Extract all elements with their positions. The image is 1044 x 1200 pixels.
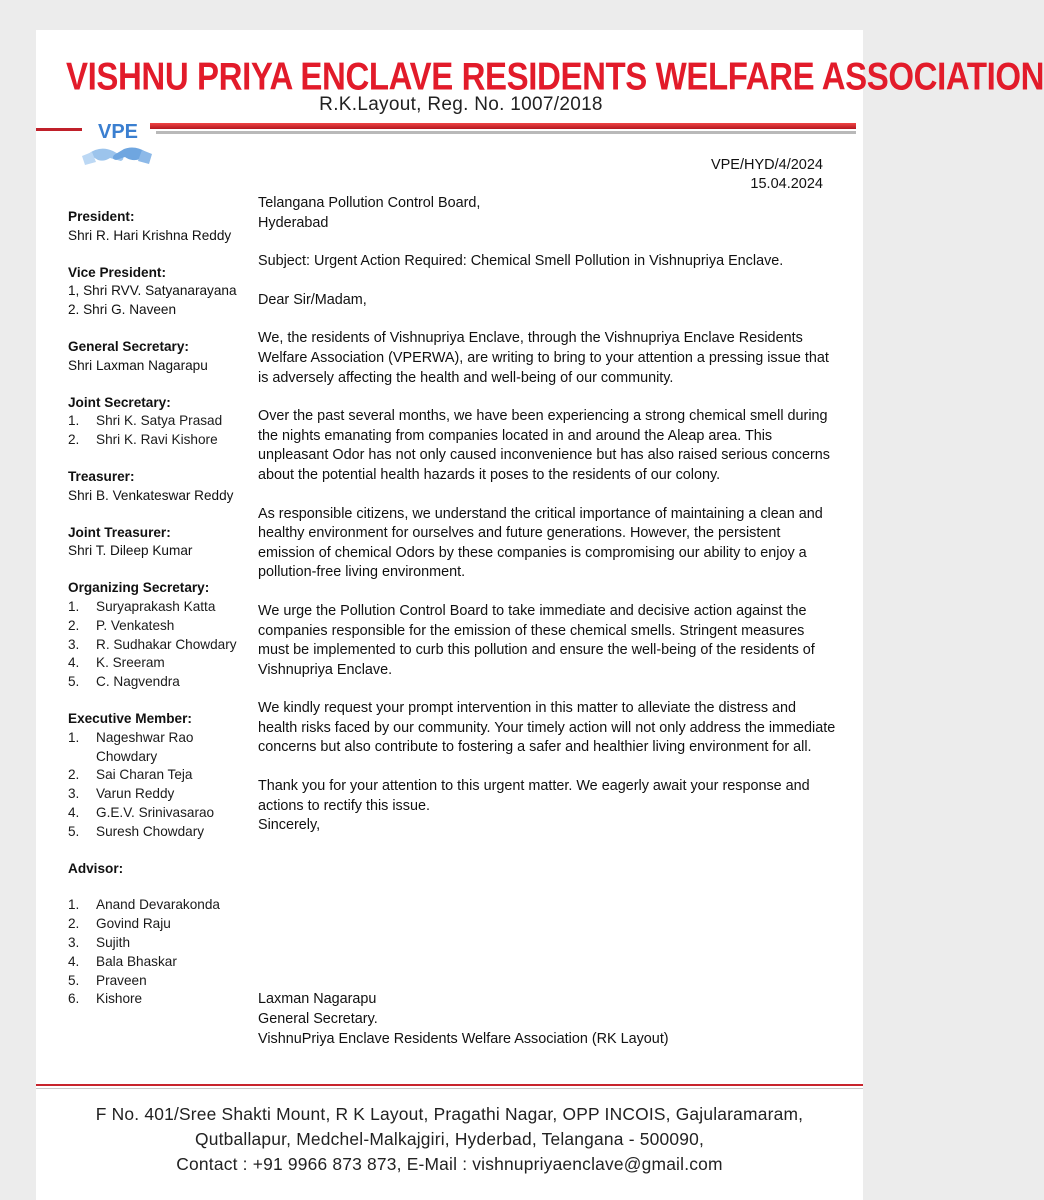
letter-date: 15.04.2024 xyxy=(750,176,823,192)
list-item: 1. Anand Devarakonda xyxy=(68,897,220,913)
header-divider-left xyxy=(36,128,82,131)
vice-president-section xyxy=(68,264,268,320)
recipient-line: Telangana Pollution Control Board, xyxy=(258,195,481,211)
signatory-organization: VishnuPriya Enclave Residents Welfare Association (RK Layout) xyxy=(258,1031,669,1047)
list-item: 5. Suresh Chowdary xyxy=(68,823,205,839)
body-paragraph: Over the past several months, we have been experiencing a strong chemical smell during the nights emanating from companies located in and around the Aleap area. This unpleasant Odor has not only caused inconvenience but has also raised serious concerns about the potential health hazards it poses to the residents of our colony. xyxy=(258,408,830,483)
svg-text:VPE: VPE xyxy=(97,121,139,143)
signatory-title: General Secretary. xyxy=(258,1011,378,1027)
signature-block xyxy=(258,989,838,1049)
salutation: Dear Sir/Madam, xyxy=(258,291,367,308)
general-secretary-name: Shri Laxman Nagarapu xyxy=(68,357,208,373)
organization-name: VISHNU PRIYA ENCLAVE RESIDENTS WELFARE ASSOCIATION xyxy=(66,54,1044,98)
letter-body xyxy=(258,194,838,836)
list-item: 2. Govind Raju xyxy=(68,916,171,932)
joint-treasurer-section xyxy=(68,524,268,562)
general-secretary-section xyxy=(68,338,268,376)
letter-subject: Subject: Urgent Action Required: Chemical Smell Pollution in Vishnupriya Enclave. xyxy=(258,253,784,270)
header-divider-red xyxy=(116,123,856,129)
body-paragraph: We, the residents of Vishnupriya Enclave, through the Vishnupriya Enclave Residents Welfare Association (VPERWA), are writing to bring to your attention a pressing issue that is adversely affecting the health and well-being of our community. xyxy=(258,330,829,386)
list-item: 2. Sai Charan Teja xyxy=(68,767,193,783)
body-paragraph: As responsible citizens, we understand the critical importance of maintaining a clean and healthy environment for ourselves and future generations. However, the persistent emission of chemical Odors by these companies is compromising our ability to enjoy a pollution-free living environment. xyxy=(258,505,823,581)
treasurer-heading: Treasurer: xyxy=(68,468,135,484)
treasurer-section xyxy=(68,468,268,506)
body-paragraph: We urge the Pollution Control Board to take immediate and decisive action against the companies responsible for the emission of these chemical smells. Stringent measures must be implemented to curb this pollution and ensure the well-being of the residents of Vishnupriya Enclave. xyxy=(258,602,815,678)
joint-secretary-heading: Joint Secretary: xyxy=(68,394,171,410)
recipient-city: Hyderabad xyxy=(258,214,329,231)
executive-member-heading: Executive Member: xyxy=(68,710,192,726)
list-item: 2. Shri K. Ravi Kishore xyxy=(68,432,218,448)
general-secretary-heading: General Secretary: xyxy=(68,338,189,354)
vice-president-name: 1, Shri RVV. Satyanarayana xyxy=(68,283,237,299)
joint-secretary-section xyxy=(68,394,268,450)
footer-line: Qutballapur, Medchel-Malkajgiri, Hyderbad, Telangana - 500090, xyxy=(195,1129,704,1149)
list-item: 1. Shri K. Satya Prasad xyxy=(68,413,223,429)
closing: Sincerely, xyxy=(258,817,321,834)
joint-treasurer-name: Shri T. Dileep Kumar xyxy=(68,543,193,559)
list-item: 3. R. Sudhakar Chowdary xyxy=(68,636,237,652)
footer-divider-gray xyxy=(36,1088,863,1089)
list-item: 4. K. Sreeram xyxy=(68,655,165,671)
header-divider-gray xyxy=(156,131,856,134)
list-item: 5. Praveen xyxy=(68,972,147,988)
advisor-heading: Advisor: xyxy=(68,860,124,876)
footer-address xyxy=(36,1102,863,1177)
body-paragraph: Thank you for your attention to this urgent matter. We eagerly await your response and actions to rectify this issue. xyxy=(258,778,810,814)
signatory-name: Laxman Nagarapu xyxy=(258,991,377,1007)
reference-number: VPE/HYD/4/2024 xyxy=(710,157,823,173)
list-item: 5. C. Nagvendra xyxy=(68,674,180,690)
list-item: 1. Nageshwar Rao xyxy=(68,729,194,745)
footer-divider-red xyxy=(36,1084,863,1086)
vice-president-heading: Vice President: xyxy=(68,264,166,280)
list-item: 4. G.E.V. Srinivasarao xyxy=(68,804,215,820)
list-item: 6. Kishore xyxy=(68,991,143,1007)
president-name: Shri R. Hari Krishna Reddy xyxy=(68,227,232,243)
list-item: 4. Bala Bhaskar xyxy=(68,953,177,969)
executive-member-section xyxy=(68,710,268,842)
list-item: 3. Varun Reddy xyxy=(68,786,175,802)
reference-block xyxy=(711,156,823,194)
organizing-secretary-section xyxy=(68,579,268,692)
footer-line: F No. 401/Sree Shakti Mount, R K Layout, Pragathi Nagar, OPP INCOIS, Gajularamaram, xyxy=(95,1104,804,1124)
organizing-secretary-heading: Organizing Secretary: xyxy=(68,580,210,596)
vice-president-name: 2. Shri G. Naveen xyxy=(68,302,177,318)
president-section xyxy=(68,208,268,246)
list-item: 3. Sujith xyxy=(68,934,131,950)
joint-treasurer-heading: Joint Treasurer: xyxy=(68,524,171,540)
list-item: Chowdary xyxy=(96,748,158,764)
president-heading: President: xyxy=(68,209,135,224)
advisor-section xyxy=(68,860,268,1010)
registration-line: R.K.Layout, Reg. No. 1007/2018 xyxy=(319,94,603,115)
letter-page xyxy=(36,30,1044,1200)
vpe-handshake-logo xyxy=(80,118,154,168)
list-item: 2. P. Venkatesh xyxy=(68,617,175,633)
treasurer-name: Shri B. Venkateswar Reddy xyxy=(68,487,234,503)
footer-contact: Contact : +91 9966 873 873, E-Mail : vishnupriyaenclave@gmail.com xyxy=(176,1154,723,1174)
office-bearers-sidebar xyxy=(68,208,268,1027)
list-item: 1. Suryaprakash Katta xyxy=(68,598,216,614)
body-paragraph: We kindly request your prompt intervention in this matter to alleviate the distress and health risks faced by our community. Your timely action will not only address the immediate concerns but also contribute to fostering a safer and healthier living environment for all. xyxy=(258,700,836,756)
